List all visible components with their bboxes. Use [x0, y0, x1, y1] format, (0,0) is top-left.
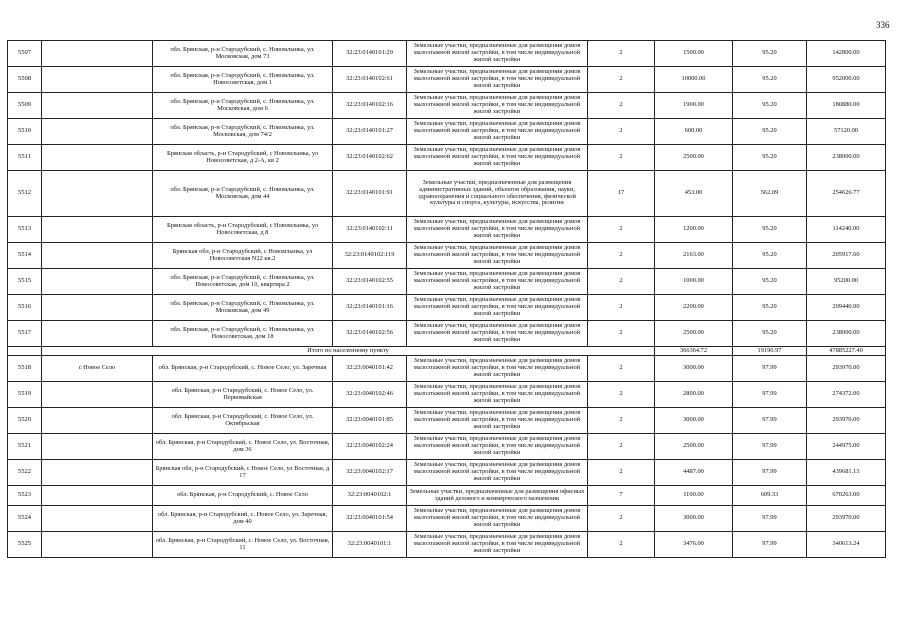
row-number: 5519 [8, 382, 42, 408]
cadastral-number: 32:23:0140102:62 [333, 145, 407, 171]
land-use-category: Земельные участки, предназначенные для размещения домов малоэтажной жилой застройки, в том числе индивидуальной жилой застройки [407, 532, 588, 558]
specific-value: 95.20 [733, 41, 807, 67]
land-use-category: Земельные участки, предназначенные для размещения домов малоэтажной жилой застройки, в том числе индивидуальной жилой застройки [407, 217, 588, 243]
specific-value: 97.99 [733, 460, 807, 486]
specific-value: 95.20 [733, 295, 807, 321]
cadastral-value: 114240.00 [807, 217, 886, 243]
address-cell: обл. Брянская, р-н Стародубский, с. Новомлынка, ул. Новосоветская, дом 1 [153, 67, 333, 93]
group-number: 2 [588, 408, 655, 434]
row-number: 5513 [8, 217, 42, 243]
specific-value: 97.99 [733, 506, 807, 532]
settlement-name [42, 382, 153, 408]
specific-value: 97.99 [733, 408, 807, 434]
specific-value: 95.20 [733, 119, 807, 145]
address-cell: обл. Брянская, р-н Стародубский, с. Новое Село, ул. Заречная [153, 356, 333, 382]
specific-value: 95.20 [733, 67, 807, 93]
area-value: 1200.00 [655, 217, 733, 243]
area-value: 1000.00 [655, 269, 733, 295]
cadastral-value: 57120.00 [807, 119, 886, 145]
address-cell: обл. Брянская, р-н Стародубский, с. Новомлынка, ул. Московская, дом 6 [153, 93, 333, 119]
group-number: 2 [588, 434, 655, 460]
cadastral-value: 95200.00 [807, 269, 886, 295]
address-cell: обл. Брянская, р-н Стародубский, с. Новое Село, ул. Восточная, 11 [153, 532, 333, 558]
table-row [8, 321, 886, 347]
settlement-name [42, 486, 153, 506]
area-value: 2500.00 [655, 434, 733, 460]
settlement-name [42, 532, 153, 558]
cadastral-number: 32:23:0040102:17 [333, 460, 407, 486]
cadastral-number: 32:23:0040101:54 [333, 506, 407, 532]
area-value: 3000.00 [655, 356, 733, 382]
cadastral-number: 32:23:0040102:1 [333, 486, 407, 506]
area-value: 1100.00 [655, 486, 733, 506]
cadastral-value: 244975.00 [807, 434, 886, 460]
area-value: 10000.00 [655, 67, 733, 93]
row-number: 5517 [8, 321, 42, 347]
table-row [8, 356, 886, 382]
settlement-name [42, 408, 153, 434]
group-number: 2 [588, 41, 655, 67]
group-number: 2 [588, 67, 655, 93]
cadastral-number: 32:23:0040102:46 [333, 382, 407, 408]
address-cell: обл. Брянская, р-н Стародубский, с. Новое Село [153, 486, 333, 506]
land-use-category: Земельные участки, предназначенные для размещения домов малоэтажной жилой застройки, в том числе индивидуальной жилой застройки [407, 356, 588, 382]
area-value: 3000.00 [655, 506, 733, 532]
cadastral-value: 142800.00 [807, 41, 886, 67]
land-use-category: Земельные участки, предназначенные для размещения домов малоэтажной жилой застройки, в том числе индивидуальной жилой застройки [407, 460, 588, 486]
table-row [8, 460, 886, 486]
settlement-name [42, 506, 153, 532]
address-cell: обл. Брянская, р-н Стародубский, с. Новомлынка, ул. Московская, дом 44 [153, 171, 333, 217]
row-number: 5522 [8, 460, 42, 486]
land-use-category: Земельные участки, предназначенные для размещения домов малоэтажной жилой застройки, в том числе индивидуальной жилой застройки [407, 295, 588, 321]
area-value: 2163.00 [655, 243, 733, 269]
table-row [8, 93, 886, 119]
table-row [8, 532, 886, 558]
settlement-name [42, 145, 153, 171]
address-cell: обл. Брянская, р-н Стародубский, с. Новомлынка, ул. Новосоветская, дом 10, квартира 2 [153, 269, 333, 295]
area-value: 1900.00 [655, 93, 733, 119]
address-cell: обл. Брянская, р-н Стародубский, с. Новомлынка, ул. Московская, дом 74/2 [153, 119, 333, 145]
table-row [8, 119, 886, 145]
row-number: 5520 [8, 408, 42, 434]
address-cell: обл. Брянская, р-н Стародубский, с. Новомлынка, ул. Московская, дом 73 [153, 41, 333, 67]
row-number: 5518 [8, 356, 42, 382]
land-use-category: Земельные участки, предназначенные для размещения административных зданий, объектов образования, науки, здравоохранения и социального обеспечения, физической культуры и спорта, культуры, искусства, религии [407, 171, 588, 217]
address-cell: Брянская обл, р-н Стародубский, с Новое Село, ул Восточная, д 17 [153, 460, 333, 486]
specific-value: 95.20 [733, 217, 807, 243]
specific-value: 95.20 [733, 145, 807, 171]
settlement-name [42, 434, 153, 460]
cadastral-value: 952000.00 [807, 67, 886, 93]
row-number: 5509 [8, 93, 42, 119]
area-value: 3476.00 [655, 532, 733, 558]
page-number: 336 [876, 20, 890, 30]
cadastral-value: 238000.00 [807, 321, 886, 347]
settlement-name [42, 321, 153, 347]
total-cadastral-value: 47885227.40 [807, 347, 886, 356]
row-number: 5515 [8, 269, 42, 295]
row-number: 5511 [8, 145, 42, 171]
area-value: 4487.00 [655, 460, 733, 486]
land-use-category: Земельные участки, предназначенные для размещения домов малоэтажной жилой застройки, в том числе индивидуальной жилой застройки [407, 269, 588, 295]
land-use-category: Земельные участки, предназначенные для размещения домов малоэтажной жилой застройки, в том числе индивидуальной жилой застройки [407, 243, 588, 269]
cadastral-value: 205917.60 [807, 243, 886, 269]
table-row [8, 67, 886, 93]
area-value: 600.00 [655, 119, 733, 145]
group-number: 2 [588, 295, 655, 321]
cadastral-value: 670263.00 [807, 486, 886, 506]
row-number: 5508 [8, 67, 42, 93]
area-value: 2800.00 [655, 382, 733, 408]
specific-value: 95.20 [733, 243, 807, 269]
specific-value: 95.20 [733, 93, 807, 119]
settlement-name [42, 119, 153, 145]
cadastral-number: 32:23:0140102:55 [333, 269, 407, 295]
area-value: 453.00 [655, 171, 733, 217]
specific-value: 562.09 [733, 171, 807, 217]
group-number: 2 [588, 217, 655, 243]
land-use-category: Земельные участки, предназначенные для размещения офисных зданий делового и коммерческого назначения [407, 486, 588, 506]
cadastral-number: 32:23:0040101:42 [333, 356, 407, 382]
land-use-category: Земельные участки, предназначенные для размещения домов малоэтажной жилой застройки, в том числе индивидуальной жилой застройки [407, 434, 588, 460]
cadastral-number: 32:23:0040102:24 [333, 434, 407, 460]
address-cell: Брянская обл, р-н Стародубский, с Новомлынка, ул Новосоветская N22 кв.2 [153, 243, 333, 269]
settlement-name [42, 217, 153, 243]
row-number: 5523 [8, 486, 42, 506]
specific-value: 95.20 [733, 269, 807, 295]
row-number: 5516 [8, 295, 42, 321]
group-number: 7 [588, 486, 655, 506]
group-number: 2 [588, 119, 655, 145]
table-row [8, 295, 886, 321]
row-number: 5524 [8, 506, 42, 532]
table-row [8, 41, 886, 67]
group-number: 2 [588, 382, 655, 408]
cadastral-value: 293970.00 [807, 356, 886, 382]
cadastral-number: 32:23:0040101:85 [333, 408, 407, 434]
table-row [8, 145, 886, 171]
row-number: 5512 [8, 171, 42, 217]
table-row [8, 171, 886, 217]
settlement-name [42, 41, 153, 67]
settlement-name [42, 295, 153, 321]
address-cell: Брянская область, р-н Стародубский, с Новомлынка, ул Новосоветская, д 2-А, кв 2 [153, 145, 333, 171]
group-number: 2 [588, 243, 655, 269]
settlement-name: с Новое Село [42, 356, 153, 382]
cadastral-value: 238000.00 [807, 145, 886, 171]
specific-value: 97.99 [733, 434, 807, 460]
settlement-name [42, 243, 153, 269]
address-cell: обл. Брянская, р-н Стародубский, с. Новое Село, ул. Заречная, дом 40 [153, 506, 333, 532]
group-number: 2 [588, 460, 655, 486]
table-row [8, 434, 886, 460]
total-area: 366364.72 [655, 347, 733, 356]
table-row [8, 243, 886, 269]
group-number: 2 [588, 506, 655, 532]
settlement-name [42, 67, 153, 93]
group-number: 2 [588, 321, 655, 347]
cadastral-number: 32:23:0140102:16 [333, 93, 407, 119]
cadastral-value: 209440.00 [807, 295, 886, 321]
settlement-name [42, 269, 153, 295]
settlement-name [42, 171, 153, 217]
land-use-category: Земельные участки, предназначенные для размещения домов малоэтажной жилой застройки, в том числе индивидуальной жилой застройки [407, 408, 588, 434]
total-label: Итого по населенному пункту [42, 347, 655, 356]
row-number [8, 347, 42, 356]
table-row [8, 486, 886, 506]
row-number: 5525 [8, 532, 42, 558]
row-number: 5514 [8, 243, 42, 269]
table-row [8, 506, 886, 532]
land-use-category: Земельные участки, предназначенные для размещения домов малоэтажной жилой застройки, в том числе индивидуальной жилой застройки [407, 67, 588, 93]
row-number: 5510 [8, 119, 42, 145]
cadastral-number: 32:23:0040101:1 [333, 532, 407, 558]
settlement-name [42, 460, 153, 486]
group-number: 2 [588, 356, 655, 382]
cadastral-value: 254626.77 [807, 171, 886, 217]
specific-value: 95.20 [733, 321, 807, 347]
land-use-category: Земельные участки, предназначенные для размещения домов малоэтажной жилой застройки, в том числе индивидуальной жилой застройки [407, 41, 588, 67]
cadastral-value: 293970.00 [807, 506, 886, 532]
cadastral-value: 439681.13 [807, 460, 886, 486]
area-value: 3000.00 [655, 408, 733, 434]
row-number: 5521 [8, 434, 42, 460]
group-number: 2 [588, 532, 655, 558]
cadastral-value: 293970.00 [807, 408, 886, 434]
total-specific-value: 19190.97 [733, 347, 807, 356]
cadastral-number: 32:23:0140102:61 [333, 67, 407, 93]
address-cell: обл. Брянская, р-н Стародубский, с. Новое Село, ул. Восточная, дом 36 [153, 434, 333, 460]
specific-value: 97.99 [733, 532, 807, 558]
address-cell: Брянская область, р-н Стародубский, с Новомлынка, ул Новосоветская, д 8 [153, 217, 333, 243]
area-value: 2500.00 [655, 321, 733, 347]
settlement-total-row [8, 347, 886, 356]
table-row [8, 269, 886, 295]
address-cell: обл. Брянская, р-н Стародубский, с. Новомлынка, ул. Московская, дом 49 [153, 295, 333, 321]
specific-value: 97.99 [733, 382, 807, 408]
land-use-category: Земельные участки, предназначенные для размещения домов малоэтажной жилой застройки, в том числе индивидуальной жилой застройки [407, 93, 588, 119]
land-use-category: Земельные участки, предназначенные для размещения домов малоэтажной жилой застройки, в том числе индивидуальной жилой застройки [407, 506, 588, 532]
cadastral-value: 340613.24 [807, 532, 886, 558]
cadastral-number: 32:23:0140102:11 [333, 217, 407, 243]
cadastral-number: 32:23:0140102:119 [333, 243, 407, 269]
settlement-name [42, 93, 153, 119]
group-number: 2 [588, 269, 655, 295]
table-row [8, 382, 886, 408]
land-use-category: Земельные участки, предназначенные для размещения домов малоэтажной жилой застройки, в том числе индивидуальной жилой застройки [407, 382, 588, 408]
group-number: 2 [588, 145, 655, 171]
cadastral-value: 274372.00 [807, 382, 886, 408]
land-use-category: Земельные участки, предназначенные для размещения домов малоэтажной жилой застройки, в том числе индивидуальной жилой застройки [407, 145, 588, 171]
table-row [8, 408, 886, 434]
land-use-category: Земельные участки, предназначенные для размещения домов малоэтажной жилой застройки, в том числе индивидуальной жилой застройки [407, 321, 588, 347]
cadastral-value: 180880.00 [807, 93, 886, 119]
area-value: 1500.00 [655, 41, 733, 67]
area-value: 2200.00 [655, 295, 733, 321]
land-use-category: Земельные участки, предназначенные для размещения домов малоэтажной жилой застройки, в том числе индивидуальной жилой застройки [407, 119, 588, 145]
cadastral-number: 32:23:0140101:16 [333, 295, 407, 321]
cadastral-value-table [7, 40, 886, 558]
row-number: 5507 [8, 41, 42, 67]
address-cell: обл. Брянская, р-н Стародубский, с. Новое Село, ул. Октябрьская [153, 408, 333, 434]
group-number: 17 [588, 171, 655, 217]
table-row [8, 217, 886, 243]
cadastral-number: 32:23:0140101:29 [333, 41, 407, 67]
group-number: 2 [588, 93, 655, 119]
area-value: 2500.00 [655, 145, 733, 171]
cadastral-number: 32:23:0140101:27 [333, 119, 407, 145]
specific-value: 97.99 [733, 356, 807, 382]
cadastral-number: 32:23:0140101:91 [333, 171, 407, 217]
address-cell: обл. Брянская, р-н Стародубский, с. Новомлынка, ул. Новосоветская, дом 18 [153, 321, 333, 347]
address-cell: обл. Брянская, р-н Стародубский, с. Новое Село, ул. Первомайская [153, 382, 333, 408]
cadastral-number: 32:23:0140102:56 [333, 321, 407, 347]
specific-value: 609.33 [733, 486, 807, 506]
